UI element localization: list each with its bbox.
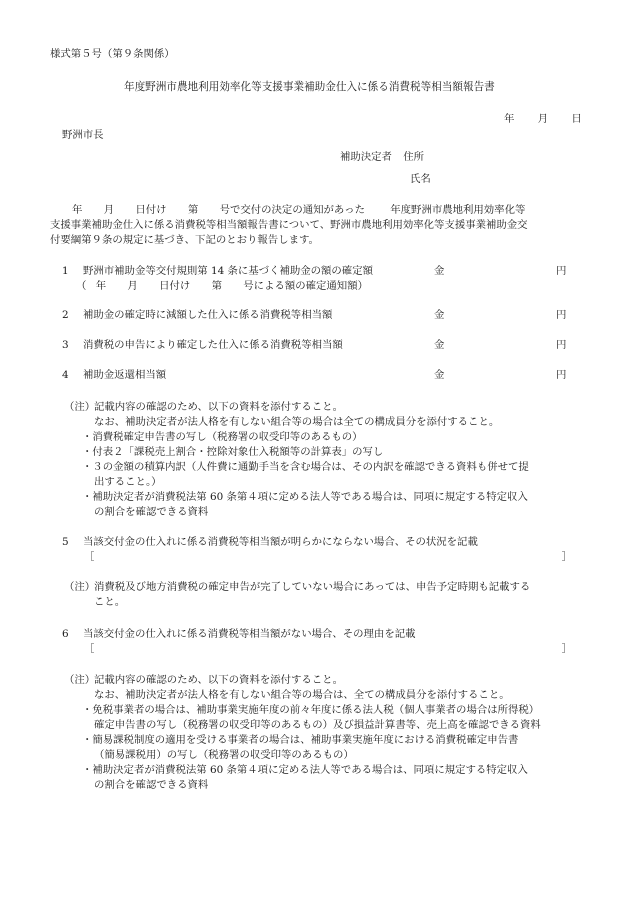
intro-line-2: 支援事業補助金仕入に係る消費税等相当額報告書について、野洲市農地利用効率化等支援事業補助金交 (50, 219, 528, 231)
note-3-line: の割合を確認できる資料 (94, 779, 209, 791)
item-2: 2 補助金の確定時に減額した仕入に係る消費税等相当額 金 円 (62, 309, 567, 321)
date-year: 年 (504, 113, 515, 125)
date-day: 日 (571, 113, 582, 125)
note-3-line: （簡易課税用）の写し（税務署の収受印等のあるもの） (94, 749, 354, 761)
addressee: 野洲市長 (62, 129, 104, 141)
applicant-address-row (340, 150, 424, 165)
intro-line-3: 付要綱第９条の規定に基づき、下記のとおり報告します。 (50, 234, 319, 246)
note-1-bullet: ・消費税確定申告書の写し（税務署の収受印等のあるもの） (82, 431, 363, 443)
address-label: 住所 (403, 151, 425, 163)
date-month: 月 (537, 113, 549, 125)
note-3-label: （注） (64, 674, 96, 686)
note-3-bullet: ・補助決定者が消費税法第 60 条第４項に定める法人等である場合は、同項に規定する特定収入 (82, 764, 528, 776)
item-1-sub: （ 年 月 日付け 第 号による額の確定通知額） (76, 280, 368, 292)
intro-line-1: 年 月 日付け 第 号で交付の決定の通知があった 年度野洲市農地利用効率化等 (72, 204, 526, 216)
item-5-answer-bracket[interactable]: ［ ］ (84, 551, 572, 563)
item-6-answer-bracket[interactable]: ［ ］ (84, 643, 572, 655)
note-2-line: 消費税及び地方消費税の確定申告が完了していない場合にあっては、申告予定時期も記載する (94, 581, 531, 593)
note-2-label: （注） (64, 581, 96, 593)
note-1-bullet: ・補助決定者が消費税法第 60 条第４項に定める法人等である場合は、同項に規定する特定収入 (82, 491, 528, 503)
note-1-label: （注） (64, 401, 96, 413)
note-3-bullet: ・免税事業者の場合は、補助事業実施年度の前々年度に係る法人税（個人事業者の場合は所得税） (82, 704, 540, 716)
document-title: 年度野洲市農地利用効率化等支援事業補助金仕入に係る消費税等相当額報告書 (124, 81, 495, 93)
item-6: 6 当該交付金の仕入れに係る消費税等相当額がない場合、その理由を記載 (62, 628, 416, 640)
date-line (504, 112, 582, 127)
form-number: 様式第５号（第９条関係） (50, 48, 175, 60)
note-1-line: の割合を確認できる資料 (94, 506, 209, 518)
note-3-line: 確定申告書の写し（税務署の収受印等のあるもの）及び損益計算書等、売上高を確認できる資料 (94, 719, 541, 731)
note-2-line: こと。 (94, 596, 126, 608)
name-label: 氏名 (410, 173, 431, 185)
note-3-line: なお、補助決定者が法人格を有しない組合等の場合は、全ての構成員分を添付すること。 (94, 689, 510, 701)
note-3-line: 記載内容の確認のため、以下の資料を添付すること。 (94, 674, 343, 686)
note-1-line: 出すること。） (94, 476, 162, 488)
note-1-bullet: ・付表２「課税売上割合・控除対象仕入税額等の計算表」の写し (82, 446, 384, 458)
item-3: 3 消費税の申告により確定した仕入に係る消費税等相当額 金 円 (62, 339, 567, 351)
note-3-bullet: ・簡易課税制度の適用を受ける事業者の場合は、補助事業実施年度における消費税確定申告書 (82, 734, 519, 746)
applicant-role: 補助決定者 (340, 151, 392, 163)
item-1: 1 野洲市補助金等交付規則第 14 条に基づく補助金の額の確定額 金 円 (62, 265, 567, 277)
note-1-line: 記載内容の確認のため、以下の資料を添付すること。 (94, 401, 343, 413)
note-1-bullet: ・３の金額の積算内訳（人件費に通勤手当を含む場合は、その内訳を確認できる資料も併せて提 (82, 461, 529, 473)
item-5: 5 当該交付金の仕入れに係る消費税等相当額が明らかにならない場合、その状況を記載 (62, 536, 478, 548)
note-1-line: なお、補助決定者が法人格を有しない組合等の場合は全ての構成員分を添付すること。 (94, 416, 500, 428)
item-4: 4 補助金返還相当額 金 円 (62, 369, 567, 381)
